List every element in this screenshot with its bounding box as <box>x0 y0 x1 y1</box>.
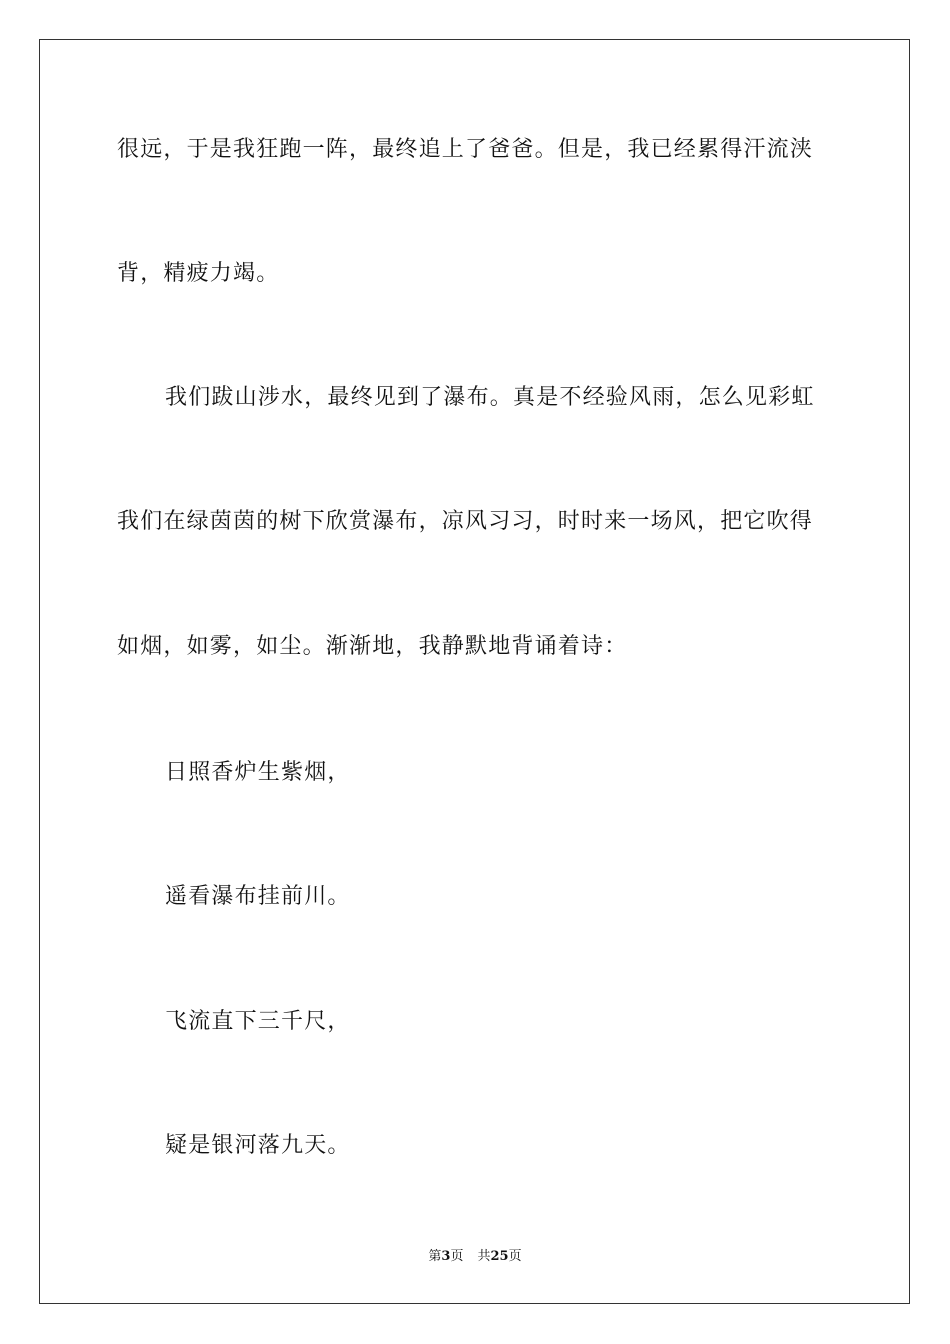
paragraph-line-2: 背，精疲力竭。 <box>117 261 280 286</box>
page-border <box>39 39 910 1304</box>
paragraph-line-4: 我们在绿茵茵的树下欣赏瀑布，凉风习习，时时来一场风，把它吹得 <box>117 509 814 534</box>
paragraph-line-5: 如烟，如雾，如尘。渐渐地，我静默地背诵着诗： <box>117 634 628 659</box>
footer-page-total: 25 <box>490 1249 509 1264</box>
footer-page-suffix: 页 <box>450 1249 464 1264</box>
poem-line-2: 遥看瀑布挂前川。 <box>165 884 351 909</box>
footer-total-suffix: 页 <box>508 1249 522 1264</box>
poem-line-4: 疑是银河落九天。 <box>165 1133 351 1158</box>
footer-total-prefix: 共 <box>477 1249 491 1264</box>
footer-page-prefix: 第 <box>428 1249 442 1264</box>
poem-line-3: 飞流直下三千尺， <box>165 1009 351 1034</box>
poem-line-1: 日照香炉生紫烟， <box>165 760 351 785</box>
paragraph-line-3: 我们跋山涉水，最终见到了瀑布。真是不经验风雨，怎么见彩虹 <box>165 385 815 410</box>
footer-page-current: 3 <box>441 1249 451 1264</box>
paragraph-line-1: 很远，于是我狂跑一阵，最终追上了爸爸。但是，我已经累得汗流浃 <box>117 137 814 162</box>
page-footer <box>0 1248 950 1266</box>
